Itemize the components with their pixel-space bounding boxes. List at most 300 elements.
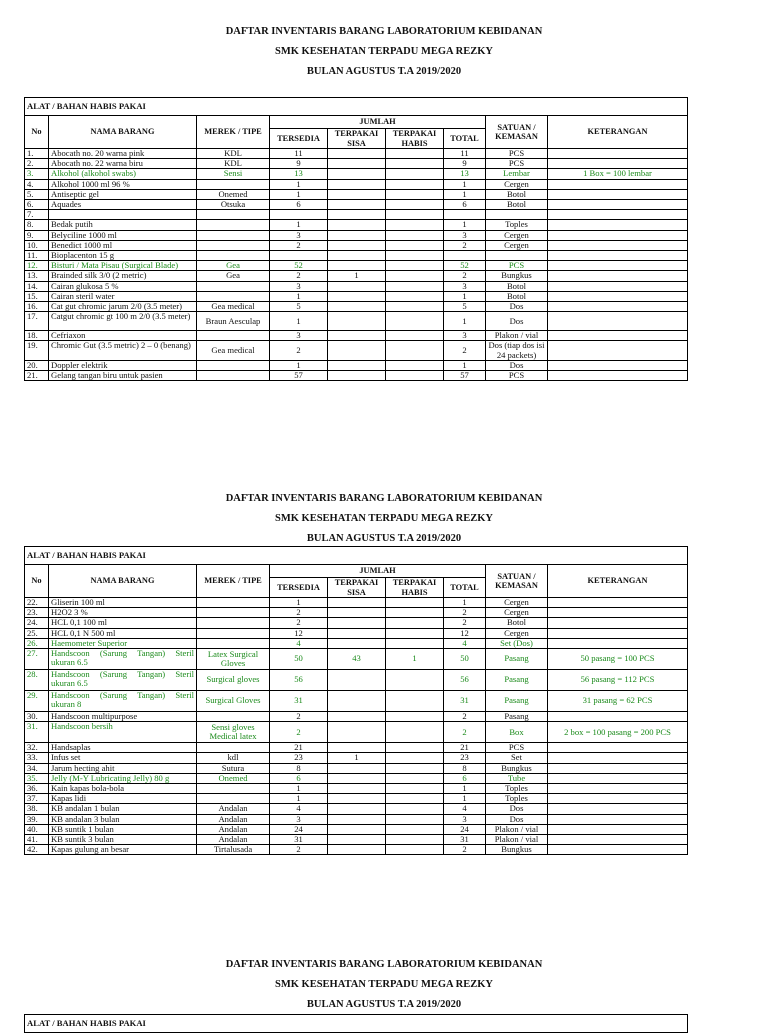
item-unit: Toples [486,220,548,230]
table-row [25,291,688,301]
qty-used-empty [386,371,444,381]
row-number: 27. [25,649,49,670]
item-note [548,628,688,638]
table-row [25,220,688,230]
item-unit: Cergen [486,179,548,189]
item-note [548,845,688,855]
qty-total: 3 [444,230,486,240]
qty-available: 1 [270,291,328,301]
item-unit: Set [486,753,548,763]
item-note [548,794,688,804]
qty-used-empty [386,638,444,648]
qty-total: 57 [444,371,486,381]
row-number: 14. [25,281,49,291]
row-number: 2. [25,159,49,169]
qty-total: 5 [444,302,486,312]
qty-used-remaining [328,200,386,210]
item-brand [197,360,270,370]
row-number: 34. [25,763,49,773]
table-row [25,240,688,250]
item-note [548,149,688,159]
col-terpakai-sisa: TERPAKAI SISA [328,129,386,149]
qty-available: 2 [270,845,328,855]
item-note [548,371,688,381]
row-number: 31. [25,722,49,743]
item-unit: Pasang [486,691,548,712]
item-note [548,824,688,834]
qty-total: 1 [444,784,486,794]
item-unit: Toples [486,794,548,804]
table-body-1 [25,149,688,381]
row-number: 1. [25,149,49,159]
qty-total: 4 [444,638,486,648]
qty-total: 23 [444,753,486,763]
qty-available: 2 [270,271,328,281]
qty-used-empty [386,281,444,291]
qty-used-remaining [328,670,386,691]
item-brand [197,179,270,189]
qty-used-empty [386,804,444,814]
col-total: TOTAL [444,129,486,149]
item-unit: Botol [486,291,548,301]
item-unit: PCS [486,149,548,159]
item-name: Cefriaxon [49,331,197,341]
row-number: 29. [25,691,49,712]
col-tersedia: TERSEDIA [270,129,328,149]
item-note [548,281,688,291]
item-unit: Bungkus [486,271,548,281]
item-name: HCL 0,1 N 500 ml [49,628,197,638]
table-row [25,302,688,312]
qty-available: 8 [270,763,328,773]
table-row [25,649,688,670]
qty-available: 57 [270,371,328,381]
row-number: 23. [25,608,49,618]
item-note [548,341,688,360]
qty-total: 3 [444,281,486,291]
item-brand: Latex Surgical Gloves [197,649,270,670]
qty-used-empty [386,670,444,691]
item-unit: Bungkus [486,763,548,773]
item-brand: Andalan [197,824,270,834]
qty-used-remaining [328,763,386,773]
table-row [25,804,688,814]
row-number: 36. [25,784,49,794]
qty-used-remaining [328,618,386,628]
item-unit: Cergen [486,240,548,250]
table-row [25,341,688,360]
qty-total: 2 [444,722,486,743]
school-name: SMK KESEHATAN TERPADU MEGA REZKY [275,46,493,57]
row-number: 33. [25,753,49,763]
qty-total: 2 [444,240,486,250]
item-brand: Sensi [197,169,270,179]
item-brand: Surgical Gloves [197,691,270,712]
table-row [25,360,688,370]
inventory-table-1 [24,97,688,381]
table-row [25,189,688,199]
qty-available: 31 [270,691,328,712]
qty-used-empty [386,291,444,301]
item-name: Cairan steril water [49,291,197,301]
col-satuan: SATUAN / KEMASAN [486,116,548,149]
col-jumlah: JUMLAH [270,565,486,578]
qty-used-empty [386,628,444,638]
table-row [25,281,688,291]
qty-used-remaining [328,845,386,855]
qty-used-empty [386,159,444,169]
qty-total: 1 [444,291,486,301]
qty-used-empty [386,618,444,628]
qty-available: 1 [270,189,328,199]
table-row [25,845,688,855]
qty-used-empty [386,200,444,210]
table-row [25,722,688,743]
qty-used-empty [386,743,444,753]
item-unit: Set (Dos) [486,638,548,648]
qty-available: 56 [270,670,328,691]
qty-used-remaining [328,835,386,845]
qty-available: 6 [270,200,328,210]
item-name: Handscoon multipurpose [49,712,197,722]
item-unit: Plakon / vial [486,835,548,845]
qty-total: 3 [444,331,486,341]
table-row [25,608,688,618]
item-unit: Dos [486,814,548,824]
item-note [548,712,688,722]
row-number: 38. [25,804,49,814]
item-unit: Dos [486,804,548,814]
qty-available: 23 [270,753,328,763]
qty-used-remaining [328,773,386,783]
inventory-table-2 [24,546,688,855]
qty-used-empty [386,179,444,189]
qty-used-empty [386,302,444,312]
qty-total: 6 [444,200,486,210]
qty-total: 2 [444,712,486,722]
table-row [25,179,688,189]
col-terpakai-habis: TERPAKAI HABIS [386,129,444,149]
qty-available: 4 [270,638,328,648]
col-tersedia: TERSEDIA [270,578,328,598]
qty-available: 1 [270,312,328,331]
qty-available: 2 [270,712,328,722]
qty-total: 2 [444,341,486,360]
qty-used-remaining [328,169,386,179]
qty-used-remaining [328,598,386,608]
qty-used-empty [386,149,444,159]
item-note [548,271,688,281]
item-brand [197,743,270,753]
qty-total: 1 [444,179,486,189]
qty-total: 52 [444,261,486,271]
item-note: 31 pasang = 62 PCS [548,691,688,712]
item-brand [197,291,270,301]
item-note: 50 pasang = 100 PCS [548,649,688,670]
table-row [25,814,688,824]
qty-used-empty [386,608,444,618]
item-note [548,261,688,271]
col-keterangan: KETERANGAN [548,116,688,149]
page3-header [0,955,768,1015]
qty-used-empty [386,691,444,712]
row-number: 18. [25,331,49,341]
item-unit [486,251,548,261]
item-note [548,159,688,169]
row-number: 20. [25,360,49,370]
item-name: KB andalan 1 bulan [49,804,197,814]
item-brand: Surgical gloves [197,670,270,691]
item-unit: Pasang [486,712,548,722]
qty-available: 21 [270,743,328,753]
qty-used-remaining [328,743,386,753]
table-row [25,835,688,845]
item-name: Bedak putih [49,220,197,230]
qty-used-remaining: 43 [328,649,386,670]
table-row [25,794,688,804]
qty-available: 12 [270,628,328,638]
item-unit: PCS [486,159,548,169]
item-brand [197,371,270,381]
item-unit: PCS [486,261,548,271]
item-unit: PCS [486,371,548,381]
qty-used-remaining [328,220,386,230]
col-total: TOTAL [444,578,486,598]
qty-used-empty [386,794,444,804]
qty-used-remaining [328,360,386,370]
item-note [548,638,688,648]
item-unit: Toples [486,784,548,794]
table-body-2 [25,598,688,855]
qty-used-empty [386,814,444,824]
qty-total: 1 [444,220,486,230]
doc-title: DAFTAR INVENTARIS BARANG LABORATORIUM KEBIDANAN [225,26,543,37]
row-number: 40. [25,824,49,834]
item-note [548,251,688,261]
qty-available: 3 [270,281,328,291]
school-name: SMK KESEHATAN TERPADU MEGA REZKY [275,979,493,990]
qty-used-remaining [328,824,386,834]
table-row [25,763,688,773]
qty-used-remaining [328,691,386,712]
item-name: Belyciline 1000 ml [49,230,197,240]
table-row [25,331,688,341]
item-unit: Lembar [486,169,548,179]
item-name: Jarum hecting ahit [49,763,197,773]
item-unit: Dos [486,312,548,331]
item-brand [197,210,270,220]
item-name [49,210,197,220]
qty-available: 1 [270,179,328,189]
qty-used-remaining [328,814,386,824]
item-brand [197,251,270,261]
qty-total: 31 [444,691,486,712]
item-brand [197,230,270,240]
item-note [548,230,688,240]
qty-available [270,210,328,220]
qty-available [270,251,328,261]
item-brand [197,608,270,618]
row-number: 22. [25,598,49,608]
item-name: Catgut chromic gt 100 m 2/0 (3.5 meter) [49,312,197,331]
qty-available: 2 [270,722,328,743]
item-note [548,598,688,608]
qty-used-remaining [328,371,386,381]
item-brand: Onemed [197,773,270,783]
qty-used-empty [386,169,444,179]
item-name: H2O2 3 % [49,608,197,618]
qty-total [444,251,486,261]
item-brand: Andalan [197,814,270,824]
item-brand [197,712,270,722]
row-number: 24. [25,618,49,628]
row-number: 11. [25,251,49,261]
row-number: 39. [25,814,49,824]
row-number: 10. [25,240,49,250]
table-row [25,261,688,271]
category-label: ALAT / BAHAN HABIS PAKAI [25,547,688,565]
qty-used-empty [386,261,444,271]
item-name: Brainded silk 3/0 (2 metric) [49,271,197,281]
item-unit: PCS [486,743,548,753]
item-unit: Cergen [486,230,548,240]
qty-available: 4 [270,804,328,814]
table-row [25,638,688,648]
page2-header [0,489,768,549]
qty-total: 8 [444,763,486,773]
item-brand [197,628,270,638]
qty-used-remaining [328,291,386,301]
qty-used-empty [386,341,444,360]
qty-used-empty [386,189,444,199]
qty-used-empty [386,210,444,220]
row-number: 37. [25,794,49,804]
table-row [25,169,688,179]
table-row [25,743,688,753]
qty-available: 6 [270,773,328,783]
qty-available: 2 [270,608,328,618]
qty-used-empty [386,220,444,230]
qty-used-remaining [328,240,386,250]
qty-used-remaining: 1 [328,753,386,763]
qty-used-empty [386,251,444,261]
item-name: Kapas lidi [49,794,197,804]
item-note [548,773,688,783]
col-no: No [25,116,49,149]
item-brand [197,240,270,250]
qty-available: 9 [270,159,328,169]
qty-used-remaining [328,189,386,199]
table-row [25,159,688,169]
qty-used-empty [386,773,444,783]
item-brand: Gea medical [197,302,270,312]
row-number: 26. [25,638,49,648]
row-number: 16. [25,302,49,312]
qty-total: 2 [444,271,486,281]
row-number: 8. [25,220,49,230]
qty-total [444,210,486,220]
item-brand: kdl [197,753,270,763]
table-row [25,312,688,331]
qty-total: 4 [444,804,486,814]
qty-available: 50 [270,649,328,670]
qty-total: 2 [444,845,486,855]
item-note [548,753,688,763]
qty-total: 50 [444,649,486,670]
qty-available: 11 [270,149,328,159]
item-name: Cairan glukosa 5 % [49,281,197,291]
item-name: Antiseptic gel [49,189,197,199]
qty-total: 3 [444,814,486,824]
item-brand: Andalan [197,835,270,845]
item-brand: Gea medical [197,341,270,360]
item-note [548,763,688,773]
qty-available: 2 [270,240,328,250]
table-row [25,200,688,210]
qty-used-empty [386,824,444,834]
qty-used-empty [386,598,444,608]
item-note [548,240,688,250]
item-note [548,814,688,824]
item-brand: Otsuka [197,200,270,210]
item-name: Bioplacenton 15 g [49,251,197,261]
item-brand: KDL [197,159,270,169]
item-name: Kain kapas bola-bola [49,784,197,794]
qty-available: 2 [270,618,328,628]
item-name: Doppler elektrik [49,360,197,370]
item-brand [197,331,270,341]
row-number: 4. [25,179,49,189]
row-number: 15. [25,291,49,301]
table-row [25,784,688,794]
qty-total: 1 [444,189,486,199]
item-note [548,189,688,199]
qty-total: 56 [444,670,486,691]
qty-total: 1 [444,312,486,331]
item-note [548,179,688,189]
item-unit: Bungkus [486,845,548,855]
qty-total: 1 [444,794,486,804]
item-unit: Dos (tiap dos isi 24 packets) [486,341,548,360]
qty-available: 1 [270,784,328,794]
col-no: No [25,565,49,598]
qty-used-remaining [328,210,386,220]
item-name: Jelly (M-Y Lubricating Jelly) 80 g [49,773,197,783]
row-number: 32. [25,743,49,753]
col-nama-barang: NAMA BARANG [49,565,197,598]
row-number: 25. [25,628,49,638]
qty-used-empty: 1 [386,649,444,670]
col-nama-barang: NAMA BARANG [49,116,197,149]
item-unit: Botol [486,281,548,291]
item-note [548,200,688,210]
qty-available: 5 [270,302,328,312]
row-number: 35. [25,773,49,783]
item-name: Bisturi / Mata Pisau (Surgical Blade) [49,261,197,271]
item-unit: Tube [486,773,548,783]
item-name: Chromic Gut (3.5 metric) 2 – 0 (benang) [49,341,197,360]
col-merek: MEREK / TIPE [197,565,270,598]
item-brand: Andalan [197,804,270,814]
item-note [548,302,688,312]
qty-total: 13 [444,169,486,179]
item-unit: Botol [486,200,548,210]
qty-used-remaining [328,159,386,169]
table-row [25,773,688,783]
qty-total: 2 [444,608,486,618]
qty-used-remaining [328,341,386,360]
item-brand [197,784,270,794]
